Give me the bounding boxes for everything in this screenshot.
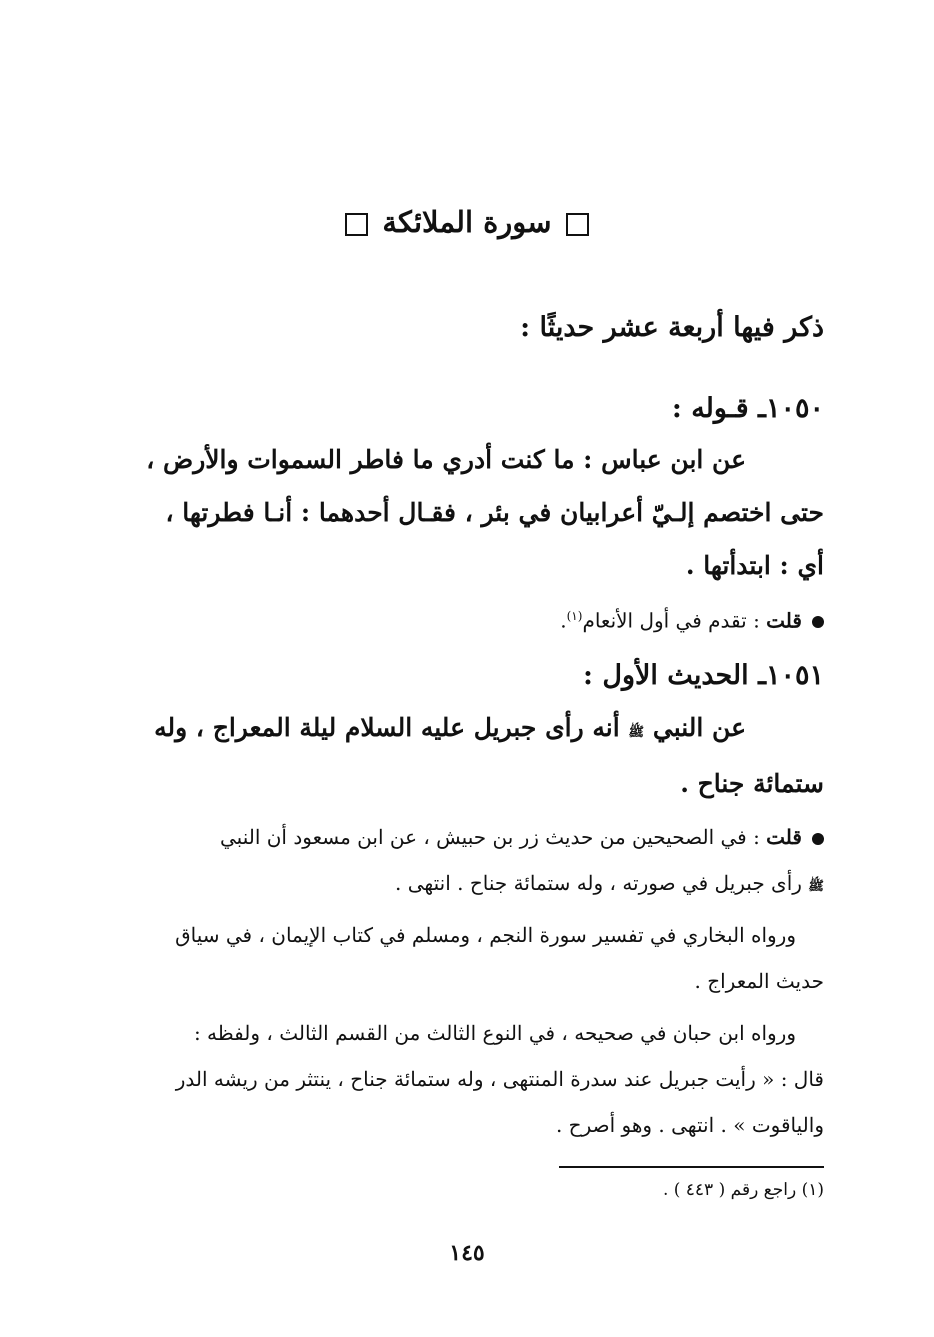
square-ornament-icon xyxy=(566,213,589,236)
hadith-1051-heading: ١٠٥١ـ الحديث الأول : xyxy=(582,660,824,691)
hadith-1051-line xyxy=(109,700,824,761)
hadith-1051-note xyxy=(109,814,824,860)
hadith-1050-note xyxy=(109,593,824,644)
footnote: (١) راجع رقم ( ٤٤٣ ) . xyxy=(662,1180,824,1200)
note-text: : في الصحيحين من حديث زر بن حبيش ، عن ابن مسعود أن النبي xyxy=(220,825,760,849)
note-text: رأى جبريل في صورته ، وله ستمائة جناح . انتهى . xyxy=(395,871,802,895)
hadith-1050-line: أي : ابتدأتها . xyxy=(685,551,824,580)
page-number: ١٤٥ xyxy=(449,1240,485,1266)
note-text: : تقدم في أول الأنعام xyxy=(582,608,760,633)
note-label: قلت xyxy=(766,608,802,633)
bullet-icon xyxy=(812,833,824,845)
square-ornament-icon xyxy=(345,213,368,236)
footnote-ref: (١) xyxy=(566,609,583,623)
hadith-1050-line: عن ابن عباس : ما كنت أدري ما فاطر السموات والأرض ، xyxy=(146,445,746,474)
note-label: قلت xyxy=(766,825,802,849)
paragraph-line: حديث المعراج . xyxy=(694,969,824,993)
hadith-1050-heading: ١٠٥٠ـ قـوله : xyxy=(671,393,824,424)
footnote-divider xyxy=(559,1166,824,1168)
intro-line: ذكر فيها أربعة عشر حديثًا : xyxy=(520,312,824,343)
surah-title-text: سورة الملائكة xyxy=(382,205,552,239)
paragraph-line: ورواه البخاري في تفسير سورة النجم ، ومسلم في كتاب الإيمان ، في سياق xyxy=(175,923,796,947)
paragraph-line: قال : « رأيت جبريل عند سدرة المنتهى ، وله ستمائة جناح ، ينتثر من ريشه الدر xyxy=(175,1067,824,1091)
bullet-icon xyxy=(812,616,824,628)
salla-ligature: ﷺ xyxy=(628,725,645,740)
hadith-1051-text-a: عن النبي xyxy=(652,713,746,742)
hadith-1050-line: حتى اختصم إلـيّ أعرابيان في بئر ، فقـال أحدهما : أنـا فطرتها ، xyxy=(165,498,824,527)
salla-ligature: ﷺ xyxy=(808,879,824,894)
hadith-1051-text-b: أنه رأى جبريل عليه السلام ليلة المعراج ، وله xyxy=(154,713,620,742)
hadith-1051-note-line xyxy=(109,860,824,910)
note-end: . xyxy=(560,608,567,633)
hadith-1051-line: ستمائة جناح . xyxy=(680,769,824,798)
paragraph-line: والياقوت » . انتهى . وهو أصرح . xyxy=(555,1113,824,1137)
surah-title xyxy=(0,205,934,239)
paragraph-line: ورواه ابن حبان في صحيحه ، في النوع الثالث من القسم الثالث ، ولفظه : xyxy=(193,1021,796,1045)
